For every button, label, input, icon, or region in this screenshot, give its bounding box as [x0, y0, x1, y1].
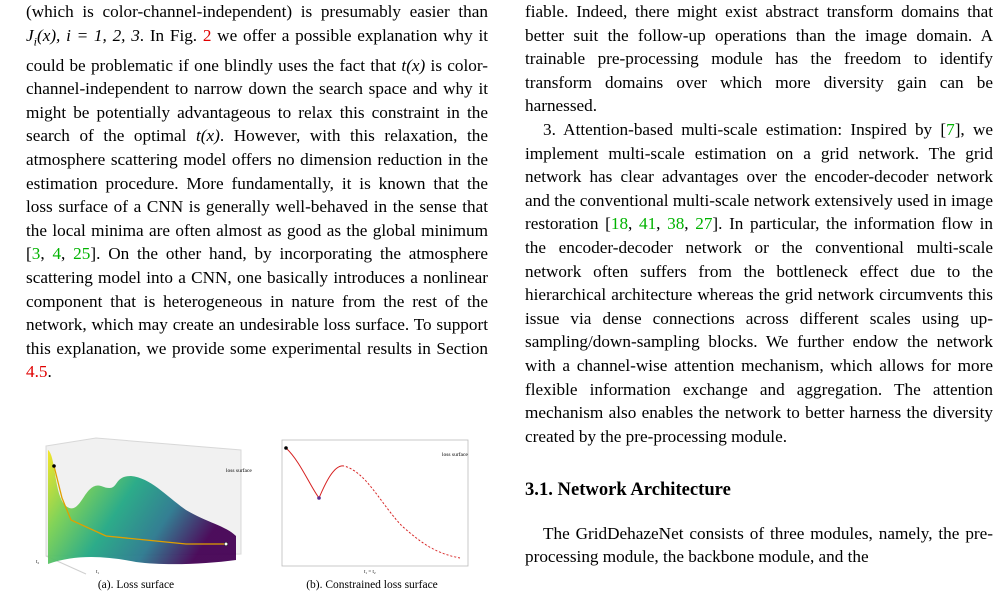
text: (which is color-channel-independent) is presumably easier than — [26, 2, 488, 21]
paragraph-loss-surface: (which is color-channel-independent) is presumably easier than $J_i(x)$, i = 1, 2, 3. In Fig. 2 we offer a possible explanation why it could be problematic if one blindly uses the fact that t(x) is color-channel-independent to narrow down the search space and why it might be potentially advantageous to relax this constraint in the search of the optimal t(x). However, with this relaxation, the atmosphere scattering model offers no dimension reduction in the estimation procedure. More fundamentally, it is known that the loss surface of a CNN is generally well-behaved in the sense that the local minima are often almost as good as the global minimum [3, 4, 25]. On the other hand, by incorporating the atmosphere scattering model into a CNN, one basically introduces a nonlinear component that is heterogeneous in nature from the rest of the network, which may create an undesirable loss surface. To support this explanation, we provide some experimental results in Section 4.5. — [26, 2, 489, 382]
text: is color-channel-independent to narrow down the search space and why it might be potentially advantageous to relax this constraint in the search of the optimal — [26, 55, 488, 146]
axis-label-x: t₁ — [96, 570, 100, 575]
paragraph-transform-domains: fiable. Indeed, there might exist abstract transform domains that better suit the follow-up operations than the image domain. A trainable pre-processing module has the freedom to identify transform domains over which more diversity gain can be harnessed. — [525, 2, 993, 116]
loss-surface-plot — [26, 436, 256, 586]
caption-a: (a). Loss surface — [97, 579, 175, 591]
text: . In Fig. — [139, 25, 203, 45]
math-J: $J_i(x)$, i = 1, 2, 3 — [26, 25, 140, 49]
text: . However, with this relaxation, the atmosphere scattering model offers no dimension reduction in the estimation procedure. More fundamentally, it is known that the loss surface of a CNN is generally well-behaved in the sense that the local minima are often almost as good as the global minimum [ — [26, 126, 488, 264]
panel-a-label: loss surface — [226, 468, 252, 474]
math-t: t(x) — [196, 126, 220, 146]
citation-link[interactable]: 7 — [946, 119, 955, 139]
right-column — [525, 0, 993, 569]
figure-2 — [26, 436, 488, 596]
left-column — [26, 0, 488, 384]
constrained-loss-plot — [272, 436, 472, 586]
citation-link[interactable]: 41 — [638, 214, 657, 234]
math-t: t(x) — [401, 55, 426, 75]
axis-label-x: t₁ = t₂ — [364, 570, 376, 575]
citation-link[interactable]: 27 — [695, 214, 713, 234]
panel-b-label: loss surface — [442, 452, 468, 458]
paragraph-multi-scale: 3. Attention-based multi-scale estimation: Inspired by [7], we implement multi-scale estimation on a grid network. The grid network has clear advantages over the encoder-decoder network and the conventional multi-scale network extensively used in image restoration [18, 41, 38, 27]. In particular, the information flow in the encoder-decoder network or the conventional multi-scale network often suffers from the bottleneck effect due to the hierarchical architecture whereas the grid network circumvents this issue via dense connections across different scales using up-sampling/down-sampling blocks. We further endow the network with a channel-wise attention mechanism, which allows for more flexible information exchange and aggregation. The attention mechanism also enables the network to better harness the diversity created by the pre-processing module. — [525, 119, 994, 446]
paragraph-architecture: The GridDehazeNet consists of three modules, namely, the pre-processing module, the backbone module, and the — [525, 523, 993, 567]
citation-link[interactable]: 25 — [73, 244, 91, 264]
citation-link[interactable]: 38 — [667, 214, 685, 234]
citation-link[interactable]: 3 — [31, 244, 41, 264]
figure-ref-link[interactable]: 2 — [202, 25, 212, 45]
citation-link[interactable]: 18 — [610, 214, 629, 234]
text: ]. On the other hand, by incorporating the atmosphere scattering model into a CNN, one basically introduces a nonlinear component that is heterogeneous in nature from the rest of the network, which may create an undesirable loss surface. To support this explanation, we provide some experimental results in Section — [26, 244, 488, 358]
section-heading: 3.1. Network Architecture — [525, 479, 731, 501]
section-ref-link[interactable]: 4.5 — [26, 362, 48, 382]
citation-link[interactable]: 4 — [52, 244, 62, 264]
caption-b: (b). Constrained loss surface — [306, 579, 438, 591]
axis-label-y: t₂ — [36, 560, 40, 565]
text: we offer a possible explanation why it could be problematic if one blindly uses the fact that — [26, 25, 489, 75]
